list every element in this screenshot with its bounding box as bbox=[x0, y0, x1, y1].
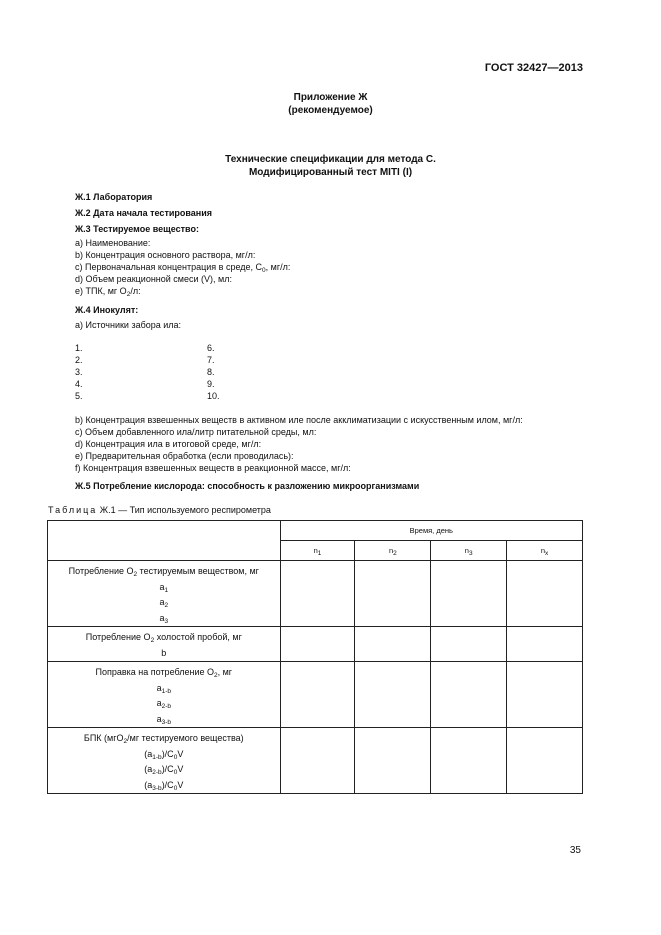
table-cell bbox=[355, 728, 431, 794]
item-suspended-solids-reaction: f) Концентрация взвешенных веществ в реакционной массе, мг/л: bbox=[75, 463, 351, 473]
table-row bbox=[48, 728, 583, 794]
table-cell bbox=[355, 627, 431, 662]
table-caption: Таблица Ж.1 — Тип используемого респирометра bbox=[48, 505, 271, 515]
table-row bbox=[48, 561, 583, 627]
item-tod: e) ТПК, мг $O_2/л$: bbox=[75, 286, 141, 298]
heading-laboratory: Ж.1 Лаборатория bbox=[75, 192, 153, 202]
col-n3-header: $n_3$ bbox=[431, 541, 507, 561]
page-number: 35 bbox=[569, 845, 581, 856]
table-row bbox=[48, 662, 583, 728]
item-pretreatment: e) Предварительная обработка (если проводилась): bbox=[75, 451, 294, 461]
number-left-3: 3. bbox=[75, 367, 83, 377]
heading-inoculum: Ж.4 Инокулят: bbox=[75, 305, 139, 315]
heading-oxygen-consumption: Ж.5 Потребление кислорода: способность к разложению микроорганизмами bbox=[75, 481, 420, 491]
document-id: ГОСТ 32427—2013 bbox=[484, 62, 583, 74]
number-right-10: 10. bbox=[207, 391, 220, 401]
item-stock-concentration: b) Концентрация основного раствора, мг/л: bbox=[75, 250, 256, 260]
section-title-line1: Технические спецификации для метода С. bbox=[225, 154, 436, 165]
row-bod: БПК (мгO$_2$/мг тестируемого вещества) $(a_{1-b})/C_0V$ $(a_{2-b})/C_0V$ $(a_{3-b})/C_0V$ bbox=[48, 728, 281, 794]
row-blank-consumption: Потребление $O_2$ холостой пробой, мг b bbox=[48, 627, 281, 662]
item-name: a) Наименование: bbox=[75, 238, 151, 248]
section-title-line2: Модифицированный тест MITI (I) bbox=[248, 167, 413, 178]
col-n2-header: $n_2$ bbox=[355, 541, 431, 561]
number-right-6: 6. bbox=[207, 343, 215, 353]
table-cell bbox=[280, 728, 355, 794]
appendix-title: Приложение Ж bbox=[293, 92, 368, 103]
table-cell bbox=[431, 627, 507, 662]
table-cell bbox=[507, 561, 583, 627]
time-day-header: Время, день bbox=[280, 521, 582, 541]
number-left-4: 4. bbox=[75, 379, 83, 389]
table-cell bbox=[431, 662, 507, 728]
item-initial-concentration: c) Первоначальная концентрация в среде, $C_0$, мг/л: bbox=[75, 262, 291, 274]
number-right-8: 8. bbox=[207, 367, 215, 377]
table-cell bbox=[280, 627, 355, 662]
number-left-5: 5. bbox=[75, 391, 83, 401]
table-cell bbox=[280, 561, 355, 627]
number-left-1: 1. bbox=[75, 343, 83, 353]
col-n1-header: $n_1$ bbox=[280, 541, 355, 561]
table-cell bbox=[507, 728, 583, 794]
item-sludge-sources: a) Источники забора ила: bbox=[75, 320, 182, 330]
table-cell bbox=[431, 561, 507, 627]
row-corrected-consumption: Поправка на потребление $O_2$, мг $a_{1-b}$ $a_{2-b}$ $a_{3-b}$ bbox=[48, 662, 281, 728]
table-cell bbox=[280, 662, 355, 728]
number-right-7: 7. bbox=[207, 355, 215, 365]
heading-start-date: Ж.2 Дата начала тестирования bbox=[75, 208, 213, 218]
item-final-sludge-concentration: d) Концентрация ила в итоговой среде, мг/л: bbox=[75, 439, 262, 449]
table-cell bbox=[507, 627, 583, 662]
col-nx-header: $n_x$ bbox=[507, 541, 583, 561]
table-header-row bbox=[48, 521, 583, 541]
table-cell bbox=[355, 561, 431, 627]
heading-test-substance: Ж.3 Тестируемое вещество: bbox=[75, 224, 199, 234]
number-left-2: 2. bbox=[75, 355, 83, 365]
item-suspended-solids-acclimated: b) Концентрация взвешенных веществ в активном иле после акклиматизации с искусственным илом, мг/л: bbox=[75, 415, 523, 425]
table-cell bbox=[507, 662, 583, 728]
row-test-substance-consumption: Потребление $O_2$ тестируемым веществом, мг $a_1$ $a_2$ $a_3$ bbox=[48, 561, 281, 627]
appendix-subtitle: (рекомендуемое) bbox=[288, 105, 373, 116]
item-added-sludge-volume: c) Объем добавленного ила/литр питательной среды, мл: bbox=[75, 427, 317, 437]
table-cell bbox=[431, 728, 507, 794]
table-cell bbox=[355, 662, 431, 728]
respirometer-table bbox=[47, 520, 583, 794]
number-right-9: 9. bbox=[207, 379, 215, 389]
item-reaction-volume: d) Объем реакционной смеси (V), мл: bbox=[75, 274, 232, 284]
table-row bbox=[48, 627, 583, 662]
header-blank-cell bbox=[48, 521, 281, 561]
